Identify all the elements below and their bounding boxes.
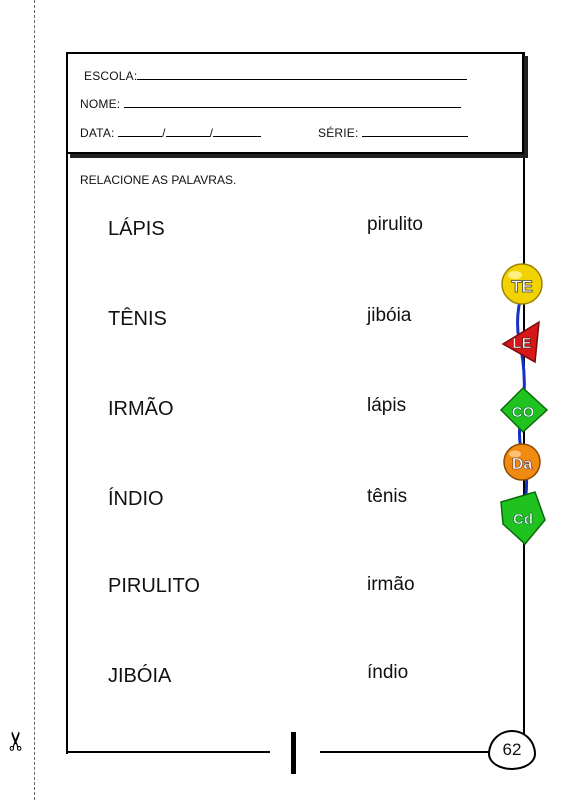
school-field [84, 68, 467, 83]
charm-label: LE [512, 335, 532, 352]
grade-blank [362, 125, 468, 137]
scissors-icon: ✂ [1, 730, 32, 752]
charm-label: Da [511, 456, 533, 473]
bottom-border-left [66, 751, 270, 753]
right-word: irmão [367, 574, 415, 595]
date-year-blank [213, 125, 261, 137]
left-word: IRMÃO [108, 398, 174, 420]
yellow-charm [502, 264, 542, 304]
date-label: DATA: [80, 126, 115, 140]
left-word: PIRULITO [108, 575, 200, 597]
date-month-blank [166, 125, 210, 137]
header-box [66, 52, 524, 154]
charm-label: Cd [513, 511, 533, 528]
right-word: pirulito [367, 214, 423, 235]
name-label: NOME: [80, 97, 121, 111]
green-pentagon-charm [501, 492, 545, 544]
green-diamond-charm [501, 388, 547, 432]
grade-field [318, 125, 468, 140]
center-divider-bar [291, 732, 296, 774]
school-label: ESCOLA: [84, 69, 138, 83]
date-separator: / [162, 126, 166, 140]
right-word: jibóia [367, 305, 412, 326]
right-word: lápis [367, 395, 407, 416]
syllable-charms-decoration [495, 262, 555, 552]
orange-charm [504, 444, 540, 480]
name-blank [124, 96, 461, 108]
date-field [80, 125, 261, 140]
left-word: JIBÓIA [108, 665, 172, 687]
page-number: 62 [488, 730, 536, 770]
instruction-text: RELACIONE AS PALAVRAS. [80, 173, 237, 187]
left-word: ÍNDIO [108, 488, 164, 510]
left-word: LÁPIS [108, 218, 165, 240]
grade-label: SÉRIE: [318, 126, 359, 140]
left-word: TÊNIS [108, 308, 167, 330]
date-separator: / [209, 126, 214, 140]
right-word: índio [367, 662, 409, 683]
name-field [80, 96, 461, 111]
charm-label: TE [511, 277, 533, 296]
charm-label: CO [511, 404, 535, 421]
date-day-blank [118, 125, 162, 137]
school-blank [137, 68, 467, 80]
right-word: tênis [367, 486, 408, 507]
bottom-border-right [320, 751, 492, 753]
cut-line [34, 0, 35, 800]
